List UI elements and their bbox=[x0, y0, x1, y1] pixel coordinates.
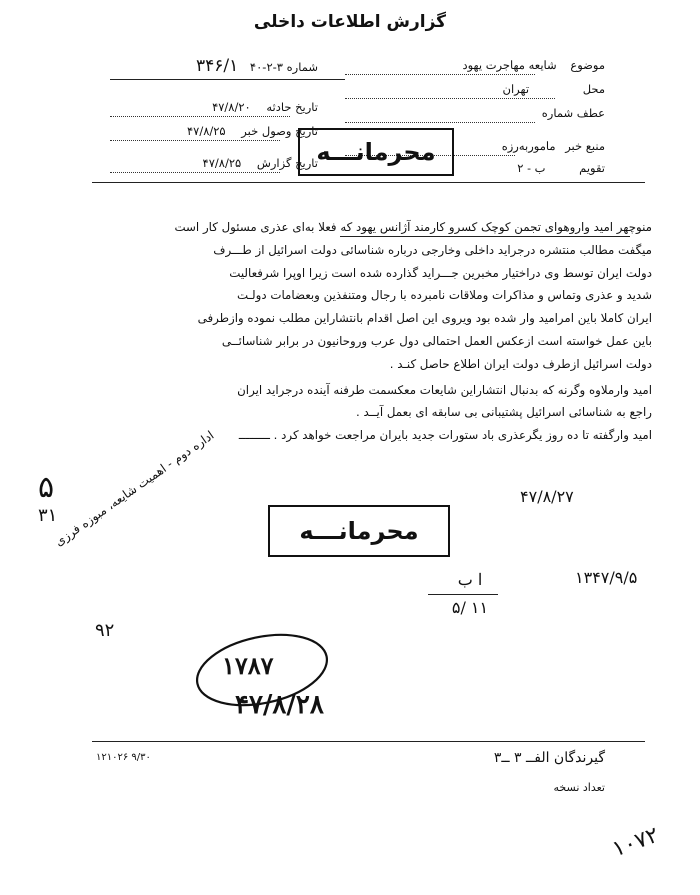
body-line-4: شدید و عذری وتماس و مذاکرات وملاقات نامبرده با رجال ومتنفذین وبعضامات دولـت bbox=[237, 288, 652, 303]
corner-page-number: ۱۰۷۲ bbox=[609, 822, 663, 863]
source-value: ماموربه‌رزه bbox=[501, 139, 556, 153]
confidential-stamp-2-text: محرمانـــه bbox=[299, 517, 419, 545]
report-title: گزارش اطلاعات داخلی bbox=[253, 12, 447, 32]
body-line-6: باین عمل خواسته است ازعکس العمل احتمالی دول عرب وروحانیون در برابر شناسائــی bbox=[221, 333, 652, 348]
body-line-2: میگفت مطالب منتشره درجراید داخلی وخارجی درباره شناسائی دولت اسرائیل از طـــرف bbox=[213, 242, 652, 257]
number-handwritten: ۳۴۶/۱ bbox=[196, 56, 239, 76]
received-date-value: ۴۷/۸/۲۵ bbox=[186, 124, 226, 138]
rating-label: تقویم bbox=[579, 161, 605, 175]
body-line-7: دولت اسرائیل ازطرف دولت ایران اطلاع حاصل کنـد . bbox=[389, 356, 652, 371]
body-line-9: راجع به شناسائی اسرائیل پشتیبانی بی سابقه ای بعمل آیــد . bbox=[355, 405, 652, 420]
margin-number-1: ۵ bbox=[38, 470, 55, 505]
body-line-3: دولت ایران توسط وی دراختیار مخبرین جـــراید گذارده شده است زیرا اوپرا شرفعالیت bbox=[229, 265, 652, 280]
body-line-8: امید وارملاوه وگرنه که بدنبال انتشاراین شایعات معکسمت طرفنه آینده درجراید ایران bbox=[237, 382, 652, 397]
place-label: محل bbox=[582, 82, 605, 96]
body-line-1: منوچهر امید واروهوای تجمن کوچک کسرو کارمند آژانس یهود که فعلا به‌ای عذری مسئول کار است bbox=[174, 220, 652, 234]
event-date-value: ۴۷/۸/۲۰ bbox=[212, 100, 251, 114]
event-date-label: تاریخ حادثه bbox=[266, 100, 318, 114]
rating-value: ب - ۲ bbox=[517, 161, 546, 175]
footer-left-code: ۱۲۱۰۲۶ ۹/۳۰ bbox=[96, 752, 151, 763]
subject-value: شایعه مهاجرت یهود bbox=[462, 58, 557, 72]
handwritten-date-2: ۱۳۴۷/۹/۵ bbox=[575, 568, 638, 587]
follow-label: عطف شماره bbox=[541, 106, 605, 120]
place-value: تهران bbox=[502, 82, 530, 96]
body-line-5: ایران کاملا باین امرامید وار شده بود ویروی این اصل اقدام بانتشاراین مطلب نموده وازطرفی bbox=[197, 311, 652, 326]
side-handwritten-note: اداره دوم - اهمیت شایعه، مبوزه فرزی bbox=[52, 428, 217, 549]
circled-date: ۴۷/۸/۲۸ bbox=[235, 690, 324, 720]
source-label: منبع خبر bbox=[565, 139, 605, 153]
circled-number: ۱۷۸۷ bbox=[222, 651, 274, 680]
confidential-stamp-text: محرمانـــه bbox=[316, 138, 436, 166]
body-line-10: امید وارگفته تا ده روز یگرعذری باد ستورات جدید بایران مراجعت خواهد کرد . ـــــــــ bbox=[238, 428, 652, 443]
fraction-bottom: ۵/ ۱۱ bbox=[451, 598, 489, 617]
number-label: شماره ۳-۲-۴۰ bbox=[249, 60, 318, 74]
side-note-number: ۹۲ bbox=[95, 620, 115, 641]
margin-number-2: ۳۱ bbox=[38, 505, 58, 526]
received-date-label: تاریخ وصول خبر bbox=[241, 124, 318, 138]
footer-rule bbox=[92, 741, 645, 742]
recipients-line: گیرندگان الفــ ۳ ــ۳ bbox=[493, 750, 605, 766]
subject-label: موضوع bbox=[570, 58, 605, 72]
report-date-label: تاریخ گزارش bbox=[256, 156, 318, 170]
report-date-value: ۴۷/۸/۲۵ bbox=[202, 156, 242, 170]
handwritten-date-1: ۴۷/۸/۲۷ bbox=[520, 487, 574, 506]
fraction-top: ا ب bbox=[457, 570, 483, 589]
copies-label: تعداد نسخه bbox=[553, 781, 605, 794]
